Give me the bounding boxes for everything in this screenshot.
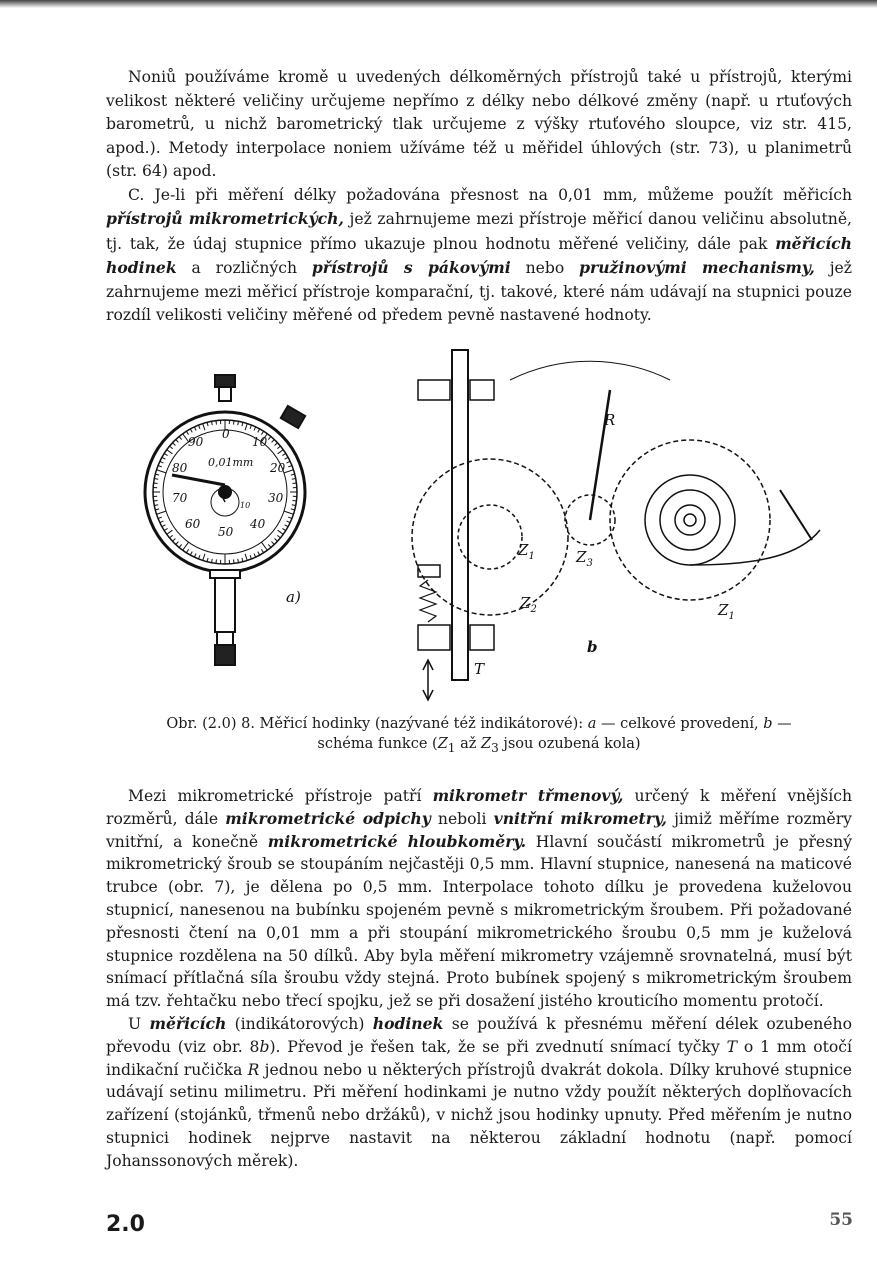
caption-line-2: schéma funkce ($Z_1$ až $Z_3$ jsou ozubená kola) <box>317 736 641 755</box>
dial-tick <box>234 559 235 563</box>
label-T: T <box>474 660 485 678</box>
dial-tick <box>162 525 166 527</box>
dial-tick <box>284 470 294 473</box>
dial-tick <box>158 517 162 518</box>
dial-scale-label-50: 50 <box>218 525 234 539</box>
dial-tick <box>288 517 292 518</box>
page-number: 55 <box>829 1210 853 1230</box>
dial-tick <box>154 501 158 502</box>
dial-tick <box>242 422 243 426</box>
schema-labels <box>474 411 735 678</box>
dial-tick <box>170 535 173 538</box>
dial-tick <box>278 450 284 454</box>
figure-dial-indicator <box>0 340 877 710</box>
dial-unit-label: 0,01mm <box>208 456 254 469</box>
dial-tick <box>282 528 285 530</box>
dial-tick <box>291 509 295 510</box>
dial-tick <box>164 453 167 455</box>
dial-tick <box>154 483 158 484</box>
dial-tick <box>155 509 159 510</box>
dial-tick <box>194 554 196 558</box>
figure-caption <box>106 714 852 758</box>
dial-tick <box>275 539 278 542</box>
dial-tick <box>176 440 179 443</box>
dial-tick <box>216 421 217 425</box>
dial-tick <box>207 558 208 562</box>
caption-line-1: Obr. (2.0) 8. Měřicí hodinky (nazývané též indikátorové): a — celkové provedení, b — <box>166 716 792 732</box>
dial-tick <box>173 539 176 542</box>
dial-tick <box>186 549 188 552</box>
dial-tick <box>277 535 280 538</box>
dial-tick <box>179 437 182 440</box>
page-top-edge <box>0 0 877 8</box>
dial-scale-label-30: 30 <box>268 491 284 505</box>
figure-label-b: b <box>587 638 598 656</box>
label-Z1-right: $Z_1$ <box>718 601 735 622</box>
dial-tick <box>261 542 267 550</box>
dial-tick <box>250 425 251 429</box>
dial-tick <box>284 511 294 514</box>
dial-scale-label-20: 20 <box>270 461 286 475</box>
label-Z3: $Z_3$ <box>576 548 593 569</box>
dial-tick <box>164 528 167 530</box>
dial-tick <box>282 453 285 455</box>
dial-tick <box>285 525 289 527</box>
dial-indicator-drawing <box>145 375 305 665</box>
dial-tick <box>288 465 292 466</box>
paragraph: Mezi mikrometrické přístroje patří mikrometr třmenový, určený k měření vnějších rozměrů, dále mikrometrické odpichy neboli vnitřní mikrometry, jimiž měříme rozměry vnitřní, a konečně mikrometrické hloubkoměry. Hlavní součástí mikrometrů je přesný mikrometrický šroub se stoupáním nejčastěji 0,5 mm. Hlavní stupnice, nanesená na maticové trubce (obr. 7), je dělena po 0,5 mm. Interpolace tohoto dílku je provedena kuželovou stupnicí, nanesenou na bubínku spojeném pevně s mikrometrickým šroubem. Při požadované přesnosti čtení na 0,01 mm a při stoupání mikrometrického šroubu 0,5 mm je kuželová stupnice rozdělena na 50 dílků. Aby byla měření mikrometry vzájemně srovnatelná, musí být snímací přítlačná síla šroubu vždy stejná. Proto bubínek spojený s mikrometrickým šroubem má tzv. řehtačku nebo třecí spojku, jež se při dosažení jistého krouticího momentu protočí. <box>106 786 852 1011</box>
label-Z2: $Z_2$ <box>520 594 537 615</box>
gear-schema-drawing <box>412 350 820 700</box>
dial-tick <box>216 559 217 563</box>
dial-tick <box>287 461 291 463</box>
dial-tick <box>173 443 176 446</box>
section-number: 2.0 <box>106 1212 145 1237</box>
dial-tick <box>155 474 159 475</box>
label-Z1: $Z_1$ <box>518 541 535 562</box>
dial-tick <box>167 530 173 534</box>
dial-tick <box>160 461 164 463</box>
dial-tick <box>234 421 235 425</box>
dial-tick <box>162 457 166 459</box>
dial-tick <box>203 424 205 431</box>
dial-tick <box>287 521 291 523</box>
dial-scale-label-10: 10 <box>252 435 268 449</box>
dial-tick <box>245 424 247 431</box>
text-block-bottom <box>106 785 852 1173</box>
dial-tick <box>254 554 256 558</box>
dial-tick <box>190 552 192 556</box>
dial-tick <box>167 450 173 454</box>
dial-tick <box>268 544 271 547</box>
dial-tick <box>292 501 296 502</box>
dial-tick <box>242 558 243 562</box>
dial-tick <box>254 427 256 431</box>
dial-tick <box>275 443 278 446</box>
dial-tick <box>278 530 284 534</box>
dial-tick <box>157 470 167 473</box>
dial-tick <box>183 542 189 550</box>
paragraph: U měřicích (indikátorových) hodinek se používá k přesnému měření délek ozubeného převodu (viz obr. 8b). Převod je řešen tak, že se při zvednutí snímací tyčky T o 1 mm otočí indikační ručička R jednou nebo u některých přístrojů dvakrát dokola. Dílky kruhové stupnice udávají setinu milimetru. Při měření hodinkami je nutno vždy použít některých doplňovacích zařízení (stojánků, třmenů nebo držáků), v nichž jsou hodinky upnuty. Před měřením je nutno stupnici hodinek nejprve nastavit na některou základní hodnotu (např. pomocí Johanssonových měrek). <box>106 1013 852 1170</box>
paragraph: C. Je-li při měření délky požadována přesnost na 0,01 mm, můžeme použít měřicích přístrojů mikrometrických, jež zahrnujeme mezi přístroje měřicí danou veličinu absolutně, tj. tak, že údaj stupnice přímo ukazuje plnou hodnotu měřené veličiny, dále pak měřicích hodinek a rozličných přístrojů s pákovými nebo pružinovými mechanismy, jež zahrnujeme mezi měřicí přístroje komparační, tj. takové, které nám udávají na stupnici pouze rozdíl velikosti veličiny měřené od předem pevně nastavené hodnoty. <box>106 185 852 324</box>
small-dial-label-10: 10 <box>240 501 251 510</box>
small-dial-label-5: 5 <box>218 488 224 497</box>
dial-tick <box>190 429 192 433</box>
dial-scale-label-40: 40 <box>250 517 266 531</box>
dial-tick <box>157 511 167 514</box>
dial-scale-label-80: 80 <box>172 461 188 475</box>
dial-tick <box>268 437 271 440</box>
dial-tick <box>250 555 251 559</box>
dial-tick <box>285 457 289 459</box>
dial-tick <box>291 474 295 475</box>
dial-tick <box>292 483 296 484</box>
dial-scale-label-70: 70 <box>172 491 188 505</box>
figure-label-a: a) <box>286 588 301 606</box>
dial-tick <box>198 425 199 429</box>
dial-scale-label-90: 90 <box>188 435 204 449</box>
dial-tick <box>245 554 247 561</box>
dial-tick <box>170 446 173 449</box>
text-block-top <box>106 66 852 328</box>
dial-tick <box>277 446 280 449</box>
dial-tick <box>160 521 164 523</box>
dial-scale-label-0: 0 <box>222 427 230 441</box>
dial-tick <box>203 554 205 561</box>
dial-tick <box>179 544 182 547</box>
dial-tick <box>158 465 162 466</box>
dial-scale-label-60: 60 <box>185 517 201 531</box>
dial-tick <box>258 429 260 433</box>
dial-tick <box>272 440 275 443</box>
dial-tick <box>258 552 260 556</box>
dial-tick <box>207 422 208 426</box>
paragraph: Noniů používáme kromě u uvedených délkoměrných přístrojů také u přístrojů, kterými velikost některé veličiny určujeme nepřímo z délky nebo délkové změny (např. u rtuťových barometrů, u nichž barometrický tlak určujeme z výšky rtuťového sloupce, viz str. 415, apod.). Metody interpolace noniem užíváme též u měřidel úhlových (str. 73), u planimetrů (str. 64) apod. <box>106 68 852 180</box>
dial-tick <box>198 555 199 559</box>
dial-tick <box>272 542 275 545</box>
dial-tick <box>261 549 263 552</box>
label-R: R <box>604 411 616 429</box>
dial-tick <box>194 427 196 431</box>
dial-tick <box>176 542 179 545</box>
